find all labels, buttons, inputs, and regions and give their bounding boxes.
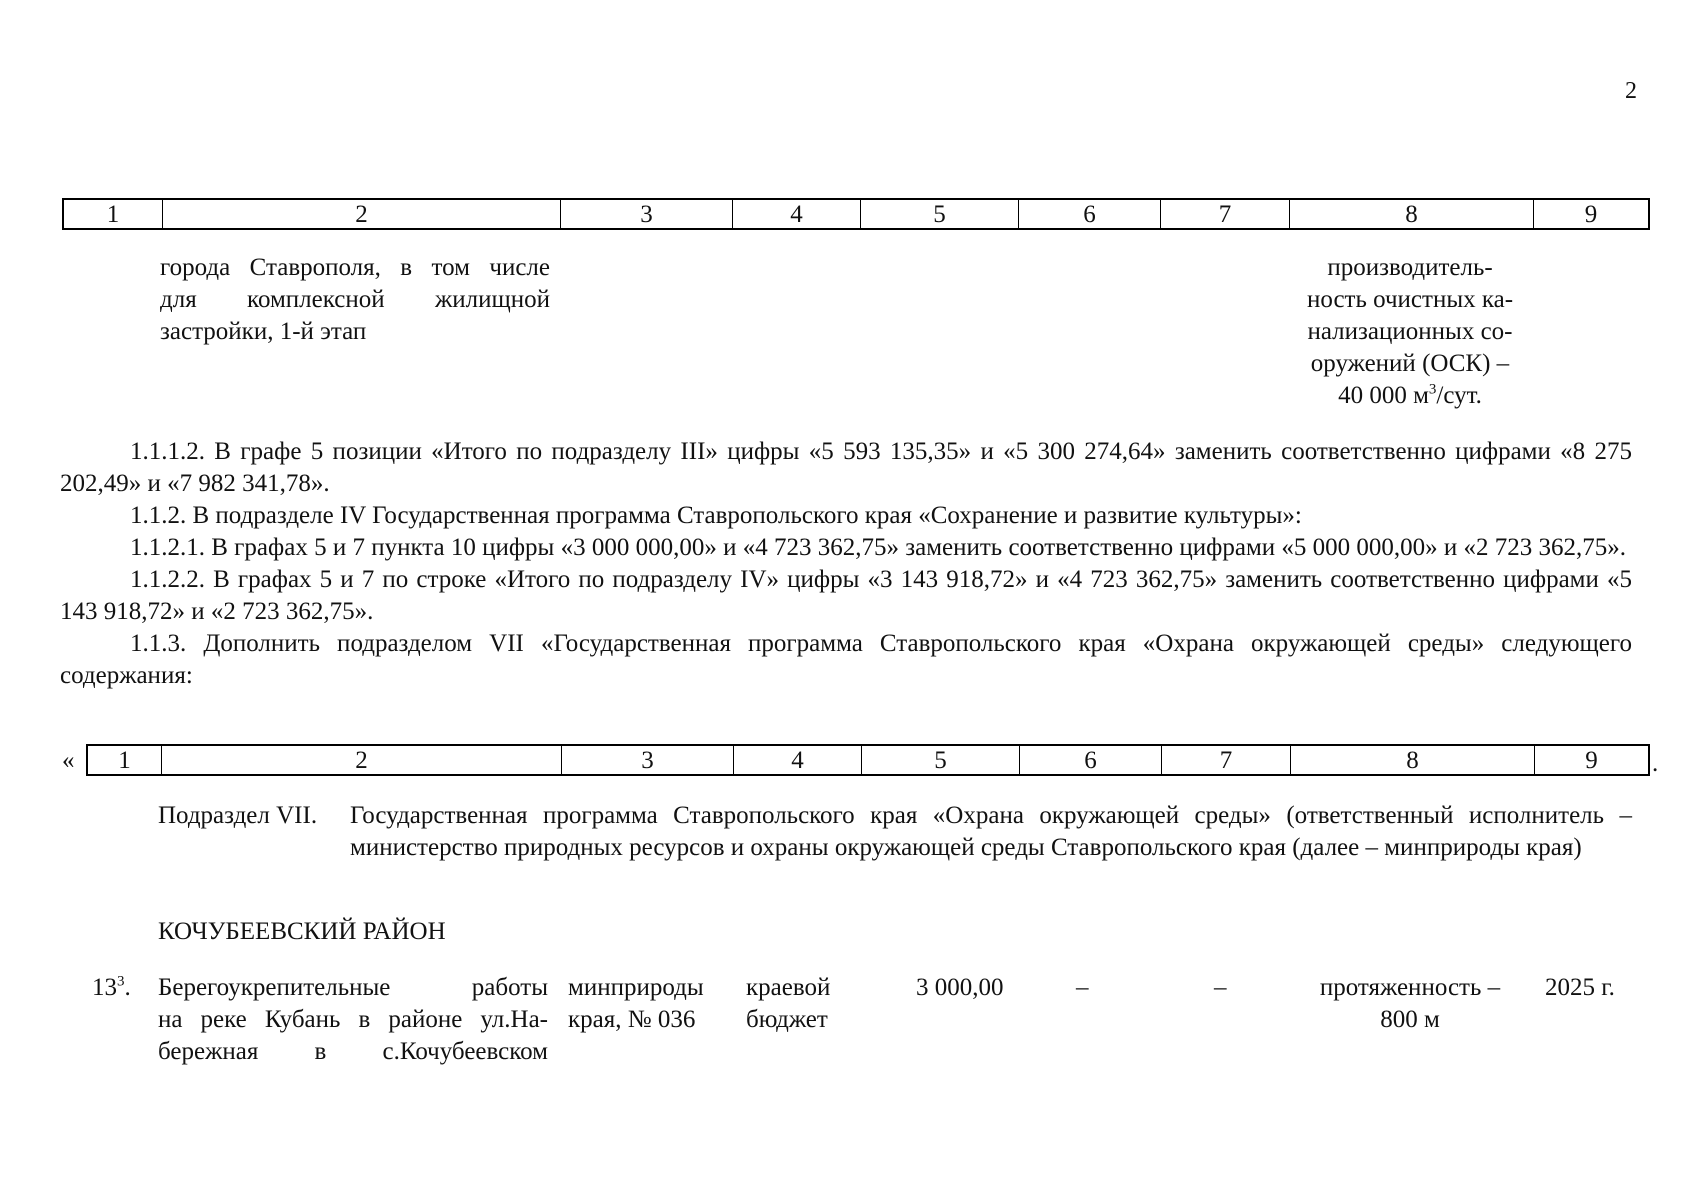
column-header-3: 3	[561, 746, 733, 776]
continued-row-name: города Ставрополя, в том числе для комплексной жилищной застройки, 1-й этап	[160, 254, 550, 345]
subsection-label: Подраздел VII.	[158, 802, 318, 829]
column-header-6: 6	[1018, 200, 1160, 230]
column-header-9: 9	[1534, 746, 1648, 776]
opening-quote: «	[62, 747, 75, 774]
column-header-3: 3	[560, 200, 732, 230]
column-header-5: 5	[860, 200, 1018, 230]
continued-row-indicator: производитель- ность очистных ка- нализационных со- оружений (ОСК) – 40 000 $м^3$/сут.	[1306, 254, 1514, 409]
column-header-8: 8	[1290, 746, 1534, 776]
column-header-7: 7	[1160, 200, 1289, 230]
row-funding-source: краевой бюджет	[746, 974, 831, 1033]
district-heading: КОЧУБЕЕВСКИЙ РАЙОН	[158, 918, 446, 945]
amendment-text	[60, 436, 1632, 692]
paragraph-1-1-3: 1.1.3. Дополнить подразделом VII «Государственная программа Ставропольского края «Охрана окружающей среды» следующего содержания:	[60, 630, 1632, 689]
trailing-dot: .	[1652, 750, 1659, 777]
column-header-6: 6	[1019, 746, 1161, 776]
column-header-4: 4	[732, 200, 860, 230]
column-header-4: 4	[733, 746, 861, 776]
row-col6-value: –	[1076, 974, 1089, 1001]
paragraph-1-1-2-2: 1.1.2.2. В графах 5 и 7 по строке «Итого по подразделу IV» цифры «3 143 918,72» и «4 723 362,75» заменить соответственно цифрами «5 143 918,72» и «2 723 362,75».	[60, 566, 1632, 625]
row-indicator: протяженность – 800 м	[1319, 974, 1501, 1033]
table-header-row-2	[86, 744, 1650, 776]
column-header-7: 7	[1161, 746, 1290, 776]
page-number: 2	[1625, 78, 1637, 104]
row-executor: минприроды края, № 036	[568, 974, 704, 1033]
paragraph-1-1-1-2: 1.1.1.2. В графе 5 позиции «Итого по подразделу III» цифры «5 593 135,35» и «5 300 274,64» заменить соответственно цифрами «8 275 202,49» и «7 982 341,78».	[60, 438, 1632, 497]
row-col7-value: –	[1214, 974, 1227, 1001]
column-header-1: 1	[118, 747, 131, 774]
row-number: $13^3$.	[92, 973, 131, 1001]
paragraph-1-1-2: 1.1.2. В подразделе IV Государственная программа Ставропольского края «Сохранение и развитие культуры»:	[130, 502, 1302, 529]
column-header-8: 8	[1289, 200, 1533, 230]
table-header-row-1	[62, 198, 1650, 230]
row-col5-amount: 3 000,00	[916, 974, 1004, 1001]
column-header-9: 9	[1533, 200, 1648, 230]
row-year: 2025 г.	[1545, 974, 1615, 1001]
paragraph-1-1-2-1: 1.1.2.1. В графах 5 и 7 пункта 10 цифры «3 000 000,00» и «4 723 362,75» заменить соответственно цифрами «5 000 000,00» и «2 723 362,75».	[130, 534, 1627, 561]
column-header-1: 1	[106, 201, 120, 228]
subsection-title: Государственная программа Ставропольского края «Охрана окружающей среды» (ответственный исполнитель – министерство природных ресурсов и охраны окружающей среды Ставропольского края (далее – минприроды края)	[350, 802, 1632, 861]
column-header-2: 2	[162, 200, 560, 230]
column-header-2: 2	[161, 746, 561, 776]
row-object-name: Берегоукрепительные работы на реке Кубань в районе ул.На- бережная в с.Кочубеевском	[158, 974, 548, 1065]
column-header-5: 5	[861, 746, 1019, 776]
